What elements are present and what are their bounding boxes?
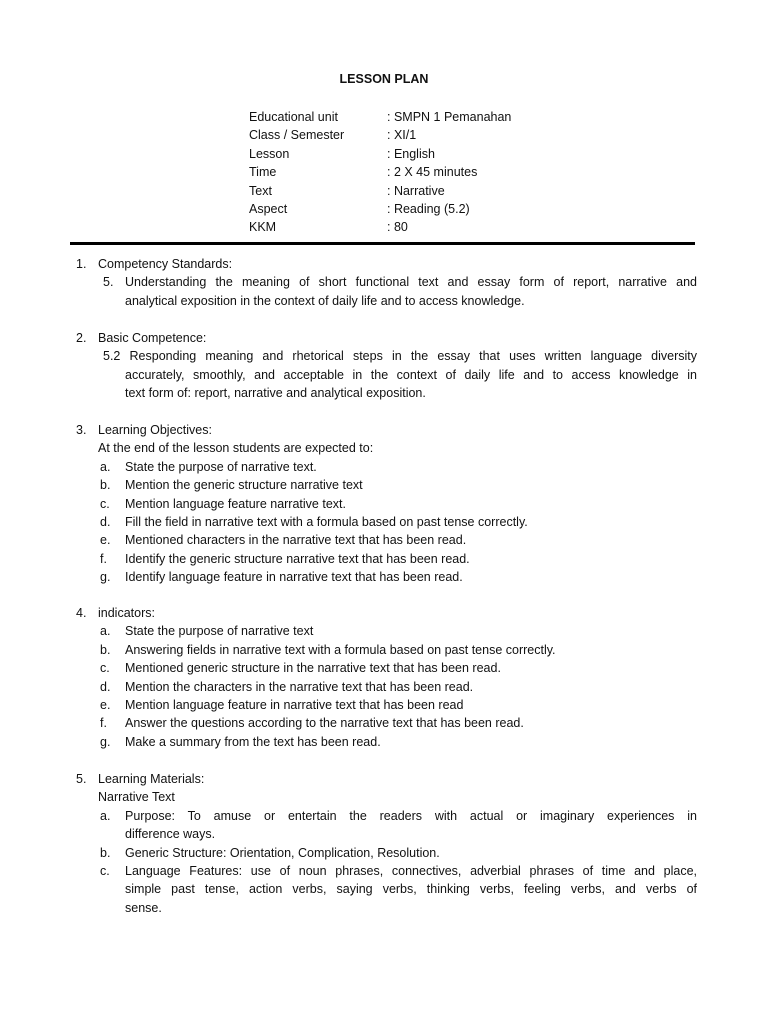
section-learning-objectives [0, 421, 768, 587]
item-text: accurately, smoothly, and acceptable in the context of daily life and to access knowledge in [125, 367, 697, 382]
item-marker: e. [100, 697, 111, 712]
list-item [0, 862, 768, 880]
info-table [249, 108, 511, 237]
info-label: Aspect [249, 201, 288, 216]
list-item [0, 678, 768, 696]
info-label: Class / Semester [249, 128, 345, 143]
list-item [0, 733, 768, 751]
item-text: Understanding the meaning of short functional text and essay form of report, narrative and [125, 275, 697, 290]
item-marker: a. [100, 624, 111, 639]
info-value: : SMPN 1 Pemanahan [387, 110, 512, 124]
section-heading: Learning Objectives: [98, 423, 212, 437]
item-marker: e. [100, 533, 111, 548]
item-marker: b. [100, 642, 111, 657]
item-marker: c. [100, 661, 110, 676]
item-text: Purpose: To amuse or entertain the readers with actual or imaginary experiences in [125, 808, 697, 823]
section-heading: Learning Materials: [98, 772, 205, 786]
item-text: Mentioned generic structure in the narrative text that has been read. [125, 661, 501, 676]
item-marker: g. [100, 570, 111, 585]
info-row-time [249, 163, 511, 181]
section-number: 2. [76, 331, 87, 345]
info-row-class [249, 126, 511, 144]
item-text: Identify language feature in narrative text that has been read. [125, 570, 463, 585]
section-learning-materials [0, 770, 768, 917]
info-label: Lesson [249, 146, 290, 161]
item-text: Mention language feature in narrative text that has been read [125, 697, 464, 712]
section-indicators [0, 604, 768, 751]
list-item [0, 641, 768, 659]
list-item [0, 495, 768, 513]
item-marker: f. [100, 551, 107, 566]
info-label: KKM [249, 220, 277, 235]
item-marker: b. [100, 478, 111, 493]
item-text: Mentioned characters in the narrative text that has been read. [125, 533, 467, 548]
item-text: State the purpose of narrative text. [125, 459, 317, 474]
list-item [0, 513, 768, 531]
item-marker: b. [100, 845, 111, 860]
info-value: : 2 X 45 minutes [387, 165, 478, 180]
list-item [0, 622, 768, 640]
item-marker: a. [100, 808, 111, 823]
item-text: Fill the field in narrative text with a formula based on past tense correctly. [125, 514, 528, 529]
info-row-unit [249, 108, 511, 126]
item-text: analytical exposition in the context of daily life and to access knowledge. [125, 293, 525, 308]
item-marker: a. [100, 459, 111, 474]
info-row-aspect [249, 200, 511, 218]
item-text: difference ways. [125, 827, 216, 842]
section-number: 4. [76, 606, 87, 620]
item-number: 5. [103, 275, 114, 290]
item-text: Generic Structure: Orientation, Complication, Resolution. [125, 845, 440, 860]
info-label: Educational unit [249, 110, 338, 124]
section-intro: At the end of the lesson students are expected to: [98, 441, 374, 456]
section-competency-standards [0, 255, 768, 310]
info-value: : Narrative [387, 183, 445, 198]
item-text: 5.2 Responding meaning and rhetorical steps in the essay that uses written language diversity [103, 349, 697, 364]
item-marker: g. [100, 734, 111, 749]
item-text: Answer the questions according to the narrative text that has been read. [125, 716, 524, 731]
list-item [0, 550, 768, 568]
item-marker: f. [100, 716, 107, 731]
item-text: Mention the generic structure narrative text [125, 478, 363, 493]
info-row-lesson [249, 145, 511, 163]
info-row-kkm [249, 218, 511, 236]
item-text: text form of: report, narrative and analytical exposition. [125, 386, 426, 401]
info-value: : Reading (5.2) [387, 201, 470, 216]
info-value: : 80 [387, 220, 408, 235]
item-marker: c. [100, 496, 110, 511]
section-heading: Basic Competence: [98, 331, 207, 345]
section-number: 1. [76, 257, 87, 271]
item-text: Make a summary from the text has been read. [125, 734, 381, 749]
list-item [0, 458, 768, 476]
item-text: Mention language feature narrative text. [125, 496, 346, 511]
item-text: sense. [125, 900, 162, 915]
list-item [0, 659, 768, 677]
page-title: LESSON PLAN [339, 72, 429, 86]
info-label: Time [249, 165, 277, 180]
section-heading: indicators: [98, 606, 155, 620]
section-subheading: Narrative Text [98, 790, 175, 805]
section-number: 5. [76, 772, 87, 786]
list-item [0, 807, 768, 825]
header-divider [70, 242, 695, 245]
list-item [0, 568, 768, 586]
section-basic-competence [0, 329, 768, 403]
item-text: Mention the characters in the narrative text that has been read. [125, 679, 474, 694]
list-item [0, 476, 768, 494]
info-value: : XI/1 [387, 128, 417, 143]
item-text: simple past tense, action verbs, saying verbs, thinking verbs, feeling verbs, and verbs of [125, 882, 697, 897]
section-heading: Competency Standards: [98, 257, 233, 271]
info-label: Text [249, 183, 272, 198]
item-marker: d. [100, 679, 111, 694]
list-item [0, 844, 768, 862]
info-row-text [249, 182, 511, 200]
item-text: State the purpose of narrative text [125, 624, 314, 639]
item-marker: d. [100, 514, 111, 529]
item-marker: c. [100, 863, 110, 878]
list-item [0, 714, 768, 732]
item-text: Identify the generic structure narrative text that has been read. [125, 551, 470, 566]
item-text: Language Features: use of noun phrases, connectives, adverbial phrases of time and place, [125, 863, 697, 878]
list-item [0, 696, 768, 714]
list-item [0, 531, 768, 549]
info-value: : English [387, 146, 435, 161]
item-text: Answering fields in narrative text with a formula based on past tense correctly. [125, 642, 556, 657]
section-number: 3. [76, 423, 87, 437]
